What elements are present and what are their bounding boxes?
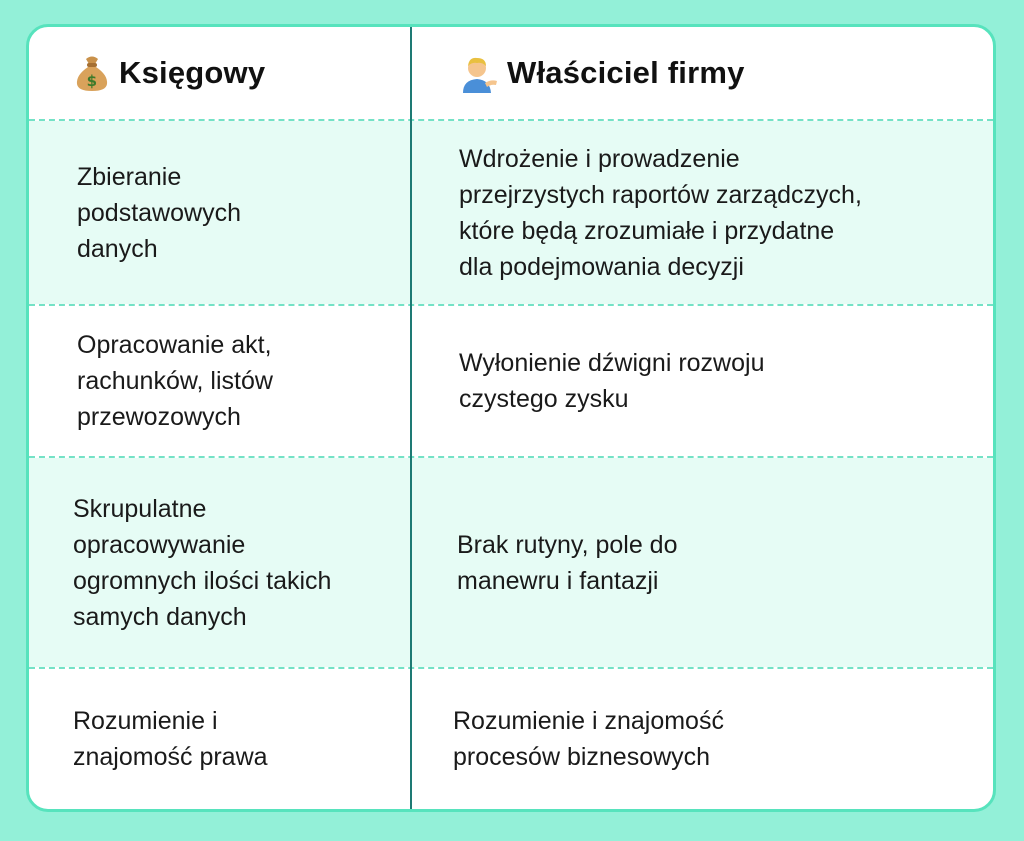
person-tipping-hand-icon (457, 53, 499, 93)
accountant-cell (73, 669, 397, 809)
header-owner (457, 27, 745, 119)
table-row (29, 306, 993, 456)
cell-text: Brak rutyny, pole do manewru i fantazji (457, 530, 678, 595)
owner-cell (453, 669, 973, 809)
svg-text:$: $ (86, 72, 98, 90)
accountant-cell (77, 306, 397, 456)
column-divider (410, 27, 412, 809)
owner-cell (457, 458, 977, 667)
cell-text: Opracowanie akt, rachunków, listów przewozowych (77, 331, 273, 431)
table-row (29, 669, 993, 809)
owner-cell (459, 306, 979, 456)
owner-cell (459, 121, 979, 304)
header-accountant (73, 27, 265, 119)
comparison-table (26, 24, 996, 812)
cell-text: Rozumienie i znajomość procesów biznesowych (453, 707, 724, 771)
cell-text: Skrupulatne opracowywanie ogromnych ilości takich samych danych (73, 494, 332, 631)
header-accountant-label: Księgowy (119, 55, 266, 90)
table-row (29, 458, 993, 667)
accountant-cell (77, 121, 397, 304)
header-owner-label: Właściciel firmy (507, 55, 745, 90)
cell-text: Wdrożenie i prowadzenie przejrzystych raportów zarządczych, które będą zrozumiałe i przydatne dla podejmowania decyzji (459, 144, 862, 281)
cell-text: Zbieranie podstawowych danych (77, 162, 241, 263)
cell-text: Wyłonienie dźwigni rozwoju czystego zysku (459, 349, 765, 413)
cell-text: Rozumienie i znajomość prawa (73, 707, 268, 771)
accountant-cell (73, 458, 397, 667)
table-row (29, 121, 993, 304)
money-bag-icon (73, 53, 111, 93)
